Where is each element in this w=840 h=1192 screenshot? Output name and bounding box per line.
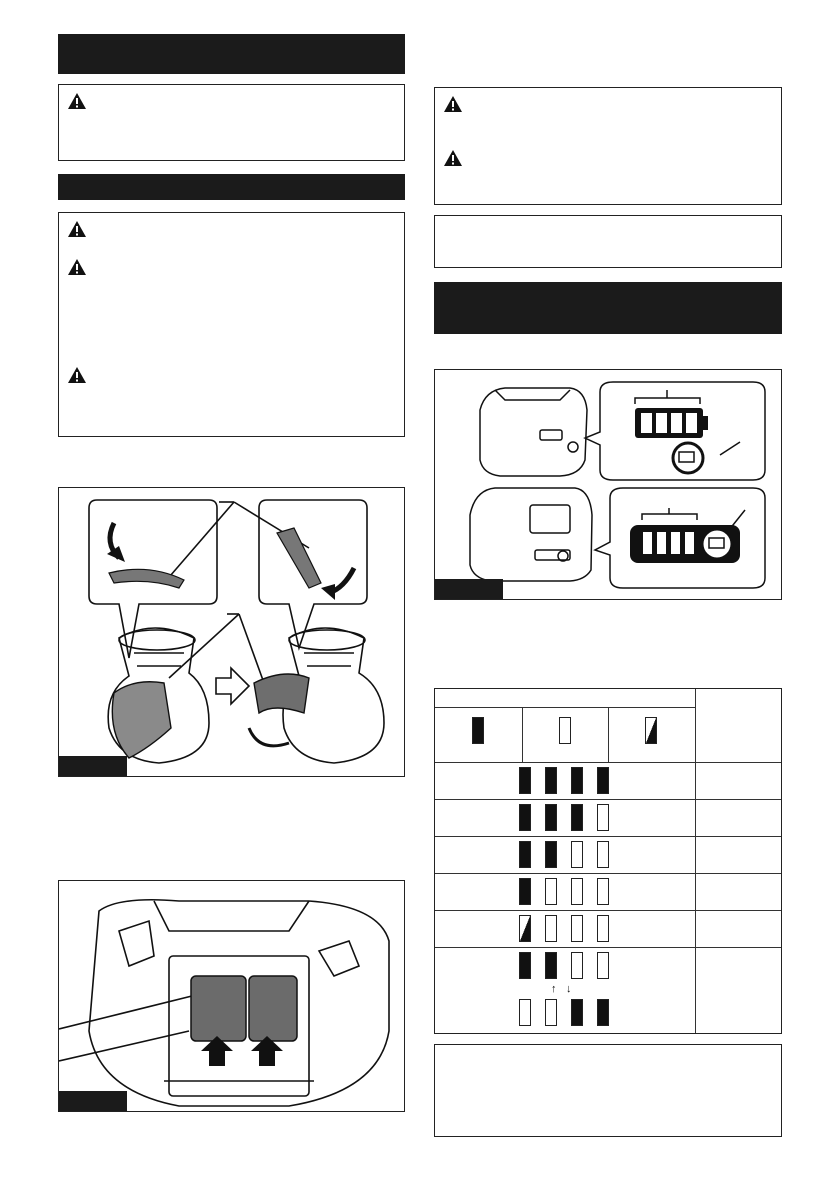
table-lamp-on bbox=[519, 878, 531, 905]
table-lamp-on bbox=[519, 804, 531, 831]
legend-lamp-blinking bbox=[645, 717, 657, 744]
warning-triangle-icon bbox=[67, 92, 87, 110]
table-divider bbox=[435, 910, 781, 911]
table-divider bbox=[435, 947, 781, 948]
arrow-up-icon: ↑ bbox=[551, 983, 557, 995]
table-divider bbox=[608, 707, 609, 762]
figure-cover-latch bbox=[58, 487, 405, 777]
table-lamp-off bbox=[545, 878, 557, 905]
table-lamp-blinking bbox=[519, 915, 531, 942]
table-divider bbox=[435, 799, 781, 800]
table-lamp-on bbox=[519, 841, 531, 868]
section-header-bar-2 bbox=[58, 174, 405, 200]
warning-triangle-icon bbox=[443, 149, 463, 167]
table-lamp-off bbox=[519, 999, 531, 1026]
table-lamp-off bbox=[597, 878, 609, 905]
table-lamp-off bbox=[545, 999, 557, 1026]
table-lamp-on bbox=[545, 952, 557, 979]
table-lamp-on bbox=[545, 804, 557, 831]
warning-triangle-icon bbox=[67, 366, 87, 384]
table-divider bbox=[522, 707, 523, 762]
legend-lamp-on bbox=[472, 717, 484, 744]
table-lamp-off bbox=[571, 915, 583, 942]
table-lamp-off bbox=[571, 841, 583, 868]
table-lamp-off bbox=[571, 878, 583, 905]
table-lamp-on bbox=[571, 999, 583, 1026]
table-lamp-off bbox=[597, 804, 609, 831]
table-lamp-off bbox=[571, 952, 583, 979]
table-divider bbox=[695, 689, 696, 1033]
arrow-down-icon: ↓ bbox=[566, 983, 572, 995]
warning-box-2 bbox=[58, 212, 405, 437]
section-header-bar-3 bbox=[434, 282, 782, 334]
table-divider bbox=[435, 873, 781, 874]
table-divider bbox=[435, 707, 695, 708]
cover-latch-illustration bbox=[59, 488, 404, 776]
battery-capacity-table bbox=[434, 688, 782, 1034]
section-header-bar-1 bbox=[58, 34, 405, 74]
figure-label-bar bbox=[435, 579, 503, 599]
table-divider bbox=[435, 762, 781, 763]
table-lamp-off bbox=[545, 915, 557, 942]
table-lamp-on bbox=[597, 999, 609, 1026]
warning-box-1 bbox=[58, 84, 405, 161]
table-lamp-on bbox=[519, 952, 531, 979]
warning-box-3 bbox=[434, 87, 782, 205]
table-divider bbox=[435, 836, 781, 837]
table-lamp-on bbox=[519, 767, 531, 794]
note-box-1 bbox=[434, 215, 782, 268]
table-lamp-on bbox=[545, 841, 557, 868]
table-lamp-off bbox=[597, 952, 609, 979]
battery-insertion-illustration bbox=[59, 881, 404, 1111]
legend-lamp-off bbox=[559, 717, 571, 744]
figure-battery-insertion bbox=[58, 880, 405, 1112]
warning-triangle-icon bbox=[443, 95, 463, 113]
figure-battery-indicator bbox=[434, 369, 782, 600]
warning-triangle-icon bbox=[67, 220, 87, 238]
table-lamp-on bbox=[571, 767, 583, 794]
note-box-2 bbox=[434, 1044, 782, 1137]
table-lamp-on bbox=[597, 767, 609, 794]
warning-triangle-icon bbox=[67, 258, 87, 276]
figure-label-bar bbox=[59, 756, 127, 776]
table-lamp-on bbox=[545, 767, 557, 794]
table-lamp-on bbox=[571, 804, 583, 831]
table-lamp-off bbox=[597, 915, 609, 942]
battery-indicator-illustration bbox=[435, 370, 781, 599]
figure-label-bar bbox=[59, 1091, 127, 1111]
table-lamp-off bbox=[597, 841, 609, 868]
